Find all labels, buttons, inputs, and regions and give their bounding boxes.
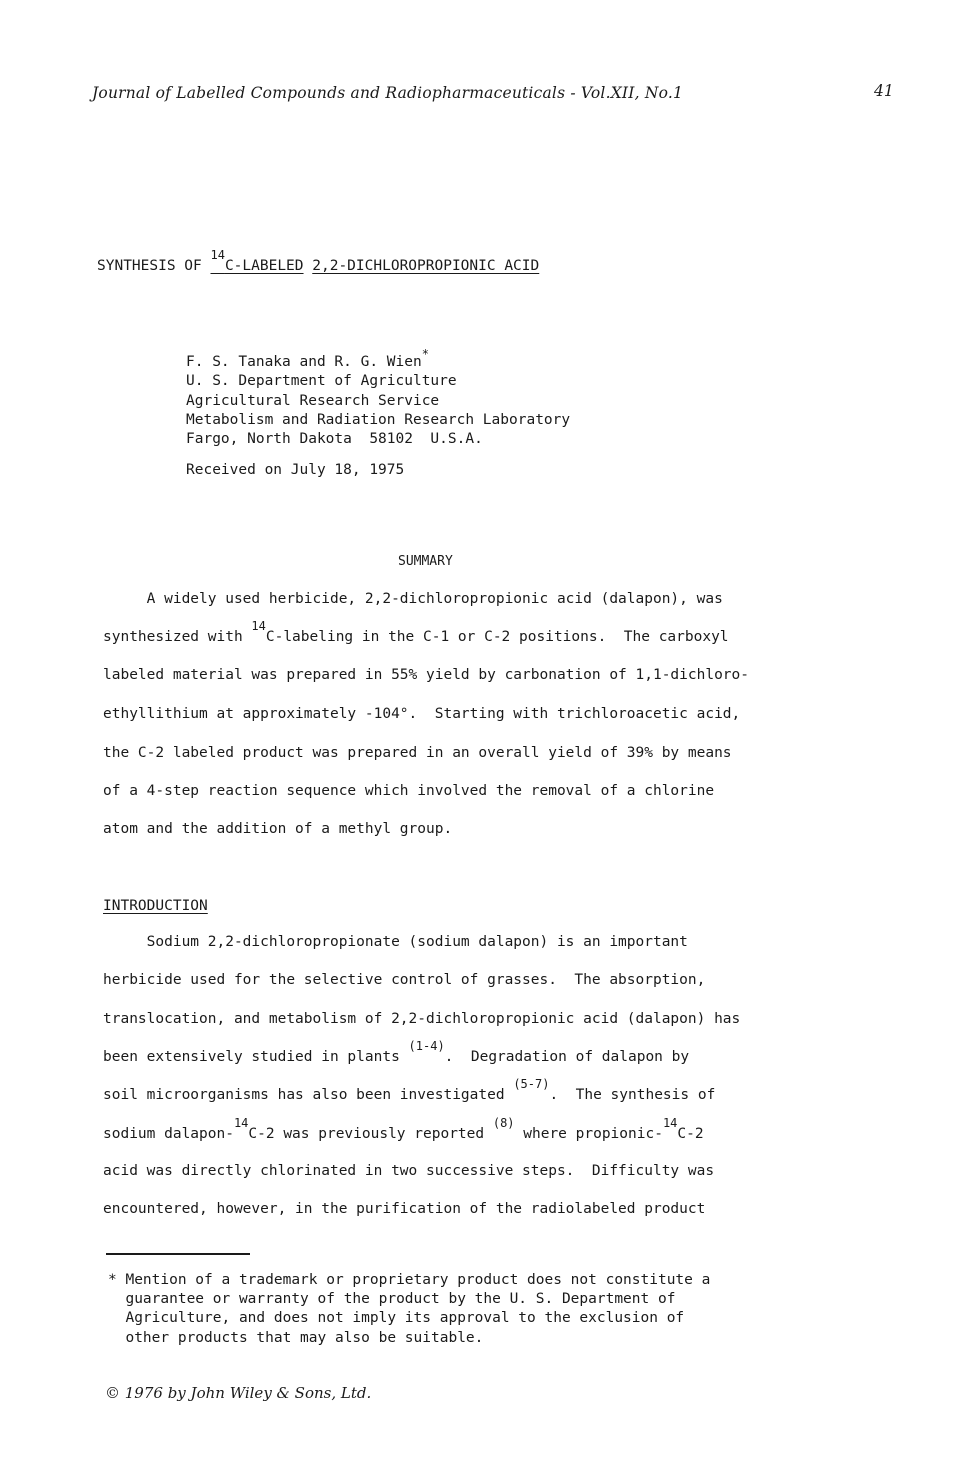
citation-superscript: (5-7) bbox=[513, 1077, 550, 1091]
isotope-superscript: 14 bbox=[251, 619, 266, 633]
footnote bbox=[108, 1271, 710, 1348]
footnote-line: Agriculture, and does not imply its approval to the exclusion of bbox=[108, 1310, 685, 1327]
summary-line: atom and the addition of a methyl group. bbox=[103, 821, 453, 837]
summary-line: synthesized with $^{14}$C-labeling in the C-1 or C-2 positions. The carboxyl bbox=[103, 619, 729, 645]
intro-line: soil microorganisms has also been investigated $^{(5-7)}$. The synthesis of bbox=[103, 1077, 716, 1103]
footnote-line: other products that may also be suitable. bbox=[108, 1329, 484, 1346]
affiliation-line: Fargo, North Dakota 58102 U.S.A. bbox=[186, 431, 483, 448]
summary-line: labeled material was prepared in 55% yield by carbonation of 1,1-dichloro- bbox=[103, 667, 750, 683]
affiliation-line: Metabolism and Radiation Research Laboratory bbox=[186, 411, 571, 428]
article-title bbox=[97, 248, 540, 274]
citation-superscript: (1-4) bbox=[408, 1039, 445, 1053]
intro-line: Sodium 2,2-dichloropropionate (sodium dalapon) is an important bbox=[103, 934, 688, 950]
title-isotope-part bbox=[210, 248, 304, 274]
intro-line: translocation, and metabolism of 2,2-dichloropropionic acid (dalapon) has bbox=[103, 1011, 741, 1027]
author-block bbox=[186, 347, 571, 449]
journal-header: Journal of Labelled Compounds and Radiopharmaceuticals - Vol.XII, No.1 bbox=[92, 84, 684, 102]
intro-line: sodium dalapon-$^{14}$C-2 was previously reported $^{(8)}$ where propionic-$^{14}$C-2 bbox=[103, 1116, 704, 1142]
footnote-line: guarantee or warranty of the product by the U. S. Department of bbox=[108, 1291, 676, 1308]
affiliation-line: U. S. Department of Agriculture bbox=[186, 373, 457, 390]
introduction-heading: INTRODUCTION bbox=[103, 898, 208, 914]
intro-line: acid was directly chlorinated in two successive steps. Difficulty was bbox=[103, 1163, 715, 1179]
summary-heading: SUMMARY bbox=[398, 554, 453, 569]
isotope-superscript: 14 bbox=[233, 1116, 249, 1130]
footnote-line: * Mention of a trademark or proprietary product does not constitute a bbox=[108, 1272, 711, 1288]
intro-line: herbicide used for the selective control of grasses. The absorption, bbox=[103, 972, 706, 988]
isotope-superscript: 14 bbox=[210, 248, 225, 262]
summary-line: the C-2 labeled product was prepared in an overall yield of 39% by means bbox=[103, 745, 732, 761]
title-prefix: SYNTHESIS OF bbox=[97, 258, 211, 274]
summary-line: ethyllithium at approximately -104°. Starting with trichloroacetic acid, bbox=[103, 706, 741, 722]
affiliation-line: Agricultural Research Service bbox=[186, 392, 440, 409]
author-footnote-mark: * bbox=[421, 347, 429, 361]
intro-line: encountered, however, in the purification of the radiolabeled product bbox=[103, 1201, 706, 1217]
author-names: F. S. Tanaka and R. G. Wien* bbox=[186, 347, 429, 370]
intro-line: been extensively studied in plants $^{(1-4)}$. Degradation of dalapon by bbox=[103, 1039, 690, 1065]
received-date: Received on July 18, 1975 bbox=[186, 462, 405, 478]
title-part1: C-LABELED bbox=[224, 258, 304, 274]
page-number: 41 bbox=[874, 82, 894, 100]
citation-superscript: (8) bbox=[492, 1116, 515, 1130]
footnote-divider bbox=[106, 1253, 250, 1255]
title-part2: 2,2-DICHLOROPROPIONIC ACID bbox=[312, 258, 540, 274]
copyright-notice: © 1976 by John Wiley & Sons, Ltd. bbox=[105, 1384, 372, 1402]
summary-line: of a 4-step reaction sequence which involved the removal of a chlorine bbox=[103, 783, 715, 799]
summary-line: A widely used herbicide, 2,2-dichloropropionic acid (dalapon), was bbox=[103, 591, 723, 607]
isotope-superscript: 14 bbox=[662, 1116, 678, 1130]
